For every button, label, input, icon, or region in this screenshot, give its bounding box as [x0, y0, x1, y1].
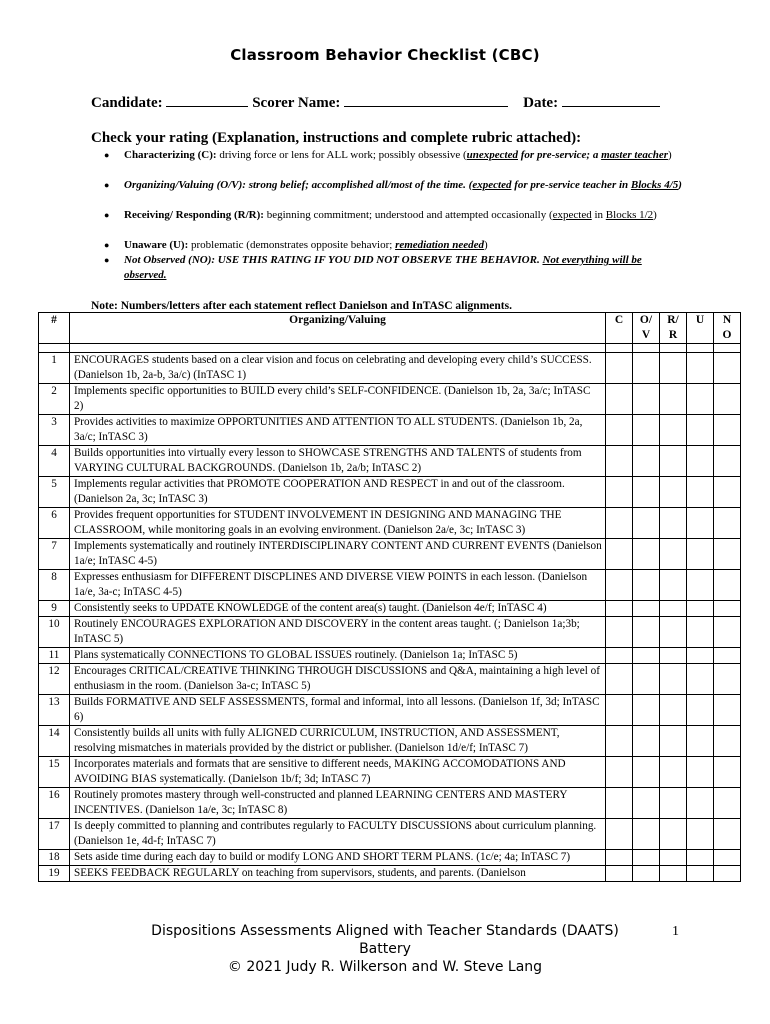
rating-cell-u[interactable]: [687, 477, 714, 508]
rating-cell-c[interactable]: [606, 446, 633, 477]
col-no-header: N O: [714, 313, 741, 344]
behavior-statement: Plans systematically CONNECTIONS TO GLOBAL ISSUES routinely. (Danielson 1a; InTASC 5): [70, 648, 606, 664]
header-spacer-row: [39, 344, 741, 353]
row-number: 18: [39, 850, 70, 866]
rating-cell-rr[interactable]: [660, 850, 687, 866]
bullet-icon: ●: [104, 255, 110, 265]
rating-cell-c[interactable]: [606, 648, 633, 664]
rating-cell-ov[interactable]: [633, 415, 660, 446]
rating-cell-u[interactable]: [687, 601, 714, 617]
rating-cell-no[interactable]: [714, 726, 741, 757]
behavior-statement: Provides activities to maximize OPPORTUNITIES AND ATTENTION TO ALL STUDENTS. (Danielson 1b, 2a, 3a/c; InTASC 3): [70, 415, 606, 446]
rating-cell-c[interactable]: [606, 415, 633, 446]
rating-cell-no[interactable]: [714, 788, 741, 819]
rating-cell-rr[interactable]: [660, 819, 687, 850]
rating-cell-ov[interactable]: [633, 570, 660, 601]
rating-cell-ov[interactable]: [633, 508, 660, 539]
rating-cell-c[interactable]: [606, 726, 633, 757]
rating-cell-rr[interactable]: [660, 415, 687, 446]
rating-cell-c[interactable]: [606, 570, 633, 601]
rating-cell-no[interactable]: [714, 570, 741, 601]
rating-cell-ov[interactable]: [633, 819, 660, 850]
behavior-statement: Builds FORMATIVE AND SELF ASSESSMENTS, formal and informal, into all lessons. (Danielson 1f, 3d; InTASC 6): [70, 695, 606, 726]
rating-cell-no[interactable]: [714, 819, 741, 850]
behavior-statement: ENCOURAGES students based on a clear vision and focus on celebrating and developing every child’s SUCCESS. (Danielson 1b, 2a-b, 3a/c) (InTASC 1): [70, 353, 606, 384]
rating-cell-u[interactable]: [687, 757, 714, 788]
row-number: 1: [39, 353, 70, 384]
candidate-label: Candidate:: [91, 95, 163, 111]
date-field[interactable]: [562, 94, 660, 107]
table-row: [39, 570, 741, 601]
row-number: 11: [39, 648, 70, 664]
bullet-icon: ●: [104, 210, 110, 220]
rating-cell-rr[interactable]: [660, 384, 687, 415]
checklist-rows: [39, 353, 741, 882]
rating-cell-ov[interactable]: [633, 850, 660, 866]
rating-cell-no[interactable]: [714, 446, 741, 477]
rating-cell-rr[interactable]: [660, 648, 687, 664]
candidate-field[interactable]: [166, 94, 248, 107]
col-ov-header: O/ V: [633, 313, 660, 344]
table-row: [39, 788, 741, 819]
rating-cell-u[interactable]: [687, 508, 714, 539]
rating-cell-no[interactable]: [714, 695, 741, 726]
row-number: 4: [39, 446, 70, 477]
rating-cell-rr[interactable]: [660, 726, 687, 757]
rating-cell-u[interactable]: [687, 850, 714, 866]
col-u-header: U: [687, 313, 714, 344]
row-number: 15: [39, 757, 70, 788]
row-number: 17: [39, 819, 70, 850]
rating-cell-u[interactable]: [687, 726, 714, 757]
table-row: [39, 726, 741, 757]
bullet-icon: ●: [104, 150, 110, 160]
rating-cell-u[interactable]: [687, 539, 714, 570]
document-title: Classroom Behavior Checklist (CBC): [230, 46, 540, 64]
rating-cell-no[interactable]: [714, 601, 741, 617]
rating-cell-no[interactable]: [714, 757, 741, 788]
rating-u: ● Unaware (U): problematic (demonstrates opposite behavior; remediation needed): [104, 239, 488, 251]
rating-cell-ov[interactable]: [633, 353, 660, 384]
num-header: #: [39, 313, 70, 344]
rating-cell-u[interactable]: [687, 415, 714, 446]
rating-cell-rr[interactable]: [660, 664, 687, 695]
row-number: 12: [39, 664, 70, 695]
row-number: 16: [39, 788, 70, 819]
rating-cell-u[interactable]: [687, 570, 714, 601]
rating-cell-ov[interactable]: [633, 477, 660, 508]
rating-cell-c[interactable]: [606, 384, 633, 415]
date-label: Date:: [523, 95, 559, 111]
rating-cell-c[interactable]: [606, 353, 633, 384]
rating-cell-ov[interactable]: [633, 866, 660, 882]
rating-cell-ov[interactable]: [633, 788, 660, 819]
rating-cell-rr[interactable]: [660, 353, 687, 384]
rating-cell-c[interactable]: [606, 601, 633, 617]
rating-cell-c[interactable]: [606, 508, 633, 539]
table-row: [39, 601, 741, 617]
rating-cell-no[interactable]: [714, 866, 741, 882]
behavior-statement: Builds opportunities into virtually every lesson to SHOWCASE STRENGTHS AND TALENTS of students from VARYING CULTURAL BACKGROUNDS. (Danielson 1b, 2a/b; InTASC 2): [70, 446, 606, 477]
rating-cell-ov[interactable]: [633, 446, 660, 477]
rating-cell-c[interactable]: [606, 664, 633, 695]
page-number: 1: [672, 924, 679, 939]
rating-cell-rr[interactable]: [660, 695, 687, 726]
row-number: 10: [39, 617, 70, 648]
table-row: [39, 866, 741, 882]
row-number: 6: [39, 508, 70, 539]
table-row: [39, 384, 741, 415]
behavior-statement: Encourages CRITICAL/CREATIVE THINKING THROUGH DISCUSSIONS and Q&A, maintaining a high level of enthusiasm in the room. (Danielson 3a-c; InTASC 5): [70, 664, 606, 695]
rating-cell-no[interactable]: [714, 648, 741, 664]
rating-cell-u[interactable]: [687, 446, 714, 477]
behavior-statement: Is deeply committed to planning and contributes regularly to FACULTY DISCUSSIONS about curriculum planning. (Danielson 1e, 4d-f; InTASC 7): [70, 819, 606, 850]
rating-cell-c[interactable]: [606, 477, 633, 508]
checklist-table: [38, 312, 741, 882]
table-row: [39, 648, 741, 664]
rating-cell-no[interactable]: [714, 415, 741, 446]
rating-cell-ov[interactable]: [633, 664, 660, 695]
table-row: [39, 508, 741, 539]
rating-cell-no[interactable]: [714, 664, 741, 695]
rating-cell-c[interactable]: [606, 819, 633, 850]
rating-cell-c[interactable]: [606, 539, 633, 570]
behavior-statement: Consistently builds all units with fully ALIGNED CURRICULUM, INSTRUCTION, AND ASSESSMENT, resolving mismatches in materials provided by the district or publisher. (Danielson 1d/e/f; InTASC 7): [70, 726, 606, 757]
behavior-statement: Expresses enthusiasm for DIFFERENT DISCPLINES AND DIVERSE VIEW POINTS in each lesson. (Danielson 1a/e, 3a-c; InTASC 4-5): [70, 570, 606, 601]
behavior-statement: Consistently seeks to UPDATE KNOWLEDGE of the content area(s) taught. (Danielson 4e/f; InTASC 4): [70, 601, 606, 617]
scorer-field[interactable]: [344, 94, 508, 107]
rating-cell-u[interactable]: [687, 384, 714, 415]
rating-cell-rr[interactable]: [660, 601, 687, 617]
table-row: [39, 757, 741, 788]
rating-cell-ov[interactable]: [633, 726, 660, 757]
rating-rr: ● Receiving/ Responding (R/R): beginning commitment; understood and attempted occasionally (expected in Blocks 1/2): [104, 209, 657, 221]
rating-cell-no[interactable]: [714, 477, 741, 508]
rating-cell-c[interactable]: [606, 850, 633, 866]
behavior-statement: Routinely ENCOURAGES EXPLORATION AND DISCOVERY in the content areas taught. (; Danielson 1a;3b; InTASC 5): [70, 617, 606, 648]
rating-cell-u[interactable]: [687, 788, 714, 819]
header-fields: [91, 94, 660, 112]
rating-cell-c[interactable]: [606, 866, 633, 882]
rating-c: ● Characterizing (C): driving force or lens for ALL work; possibly obsessive (unexpected for pre-service; a master teacher): [104, 149, 672, 161]
row-number: 13: [39, 695, 70, 726]
table-row: [39, 695, 741, 726]
table-row: [39, 446, 741, 477]
rating-cell-u[interactable]: [687, 353, 714, 384]
rating-cell-ov[interactable]: [633, 617, 660, 648]
rating-cell-u[interactable]: [687, 617, 714, 648]
rating-cell-rr[interactable]: [660, 757, 687, 788]
table-row: [39, 617, 741, 648]
behavior-statement: Incorporates materials and formats that are sensitive to different needs, MAKING ACCOMODATIONS AND AVOIDING BIAS systematically. (Danielson 1b/f; 3d; InTASC 7): [70, 757, 606, 788]
row-number: 2: [39, 384, 70, 415]
row-number: 19: [39, 866, 70, 882]
row-number: 7: [39, 539, 70, 570]
rating-cell-c[interactable]: [606, 757, 633, 788]
rating-cell-c[interactable]: [606, 788, 633, 819]
row-number: 14: [39, 726, 70, 757]
behavior-statement: Sets aside time during each day to build or modify LONG AND SHORT TERM PLANS. (1c/e; 4a; InTASC 7): [70, 850, 606, 866]
rating-cell-u[interactable]: [687, 648, 714, 664]
rating-cell-ov[interactable]: [633, 539, 660, 570]
rating-no: ● Not Observed (NO): USE THIS RATING IF YOU DID NOT OBSERVE THE BEHAVIOR. Not everything will be observed.: [104, 254, 642, 281]
section-header: Organizing/Valuing: [70, 313, 606, 344]
rating-cell-ov[interactable]: [633, 384, 660, 415]
table-row: [39, 539, 741, 570]
rating-cell-rr[interactable]: [660, 446, 687, 477]
col-rr-header: R/ R: [660, 313, 687, 344]
behavior-statement: Routinely promotes mastery through well-constructed and planned LEARNING CENTERS AND MASTERY INCENTIVES. (Danielson 1a/e, 3c; InTASC 8): [70, 788, 606, 819]
rating-cell-no[interactable]: [714, 384, 741, 415]
table-row: [39, 664, 741, 695]
table-row: [39, 819, 741, 850]
rating-cell-c[interactable]: [606, 617, 633, 648]
footer-copyright: © 2021 Judy R. Wilkerson and W. Steve Lang: [227, 959, 543, 975]
table-row: [39, 415, 741, 446]
table-row: [39, 850, 741, 866]
rating-cell-rr[interactable]: [660, 539, 687, 570]
row-number: 8: [39, 570, 70, 601]
table-row: [39, 477, 741, 508]
table-row: [39, 353, 741, 384]
table-header-row: [39, 313, 741, 344]
row-number: 9: [39, 601, 70, 617]
rating-cell-no[interactable]: [714, 539, 741, 570]
behavior-statement: Implements systematically and routinely INTERDISCIPLINARY CONTENT AND CURRENT EVENTS (Danielson 1a/e; InTASC 4-5): [70, 539, 606, 570]
rating-cell-ov[interactable]: [633, 648, 660, 664]
rating-cell-ov[interactable]: [633, 601, 660, 617]
rating-cell-ov[interactable]: [633, 757, 660, 788]
rating-cell-ov[interactable]: [633, 695, 660, 726]
rating-cell-no[interactable]: [714, 850, 741, 866]
rating-cell-rr[interactable]: [660, 570, 687, 601]
rating-cell-no[interactable]: [714, 617, 741, 648]
bullet-icon: ●: [104, 180, 110, 190]
rating-cell-u[interactable]: [687, 664, 714, 695]
footer-line-1: Dispositions Assessments Aligned with Teacher Standards (DAATS): [151, 923, 619, 939]
rating-cell-u[interactable]: [687, 866, 714, 882]
alignment-note: Note: Numbers/letters after each statement reflect Danielson and InTASC alignments.: [91, 300, 512, 312]
rating-cell-rr[interactable]: [660, 617, 687, 648]
rating-cell-rr[interactable]: [660, 508, 687, 539]
footer: [0, 922, 770, 976]
footer-line-2: Battery: [359, 941, 411, 957]
rating-cell-rr[interactable]: [660, 477, 687, 508]
rating-cell-u[interactable]: [687, 819, 714, 850]
col-c-header: C: [606, 313, 633, 344]
rating-cell-c[interactable]: [606, 695, 633, 726]
rating-cell-rr[interactable]: [660, 788, 687, 819]
rating-cell-no[interactable]: [714, 353, 741, 384]
bullet-icon: ●: [104, 240, 110, 250]
behavior-statement: Implements regular activities that PROMOTE COOPERATION AND RESPECT in and out of the classroom. (Danielson 2a, 3c; InTASC 3): [70, 477, 606, 508]
behavior-statement: Provides frequent opportunities for STUDENT INVOLVEMENT IN DESIGNING AND MANAGING THE CLASSROOM, while monitoring goals in an evolving environment. (Danielson 2a/e, 3c; InTASC 3): [70, 508, 606, 539]
behavior-statement: Implements specific opportunities to BUILD every child’s SELF-CONFIDENCE. (Danielson 1b, 2a, 3a/c; InTASC 2): [70, 384, 606, 415]
row-number: 5: [39, 477, 70, 508]
check-heading: Check your rating (Explanation, instructions and complete rubric attached):: [91, 130, 582, 146]
rating-cell-no[interactable]: [714, 508, 741, 539]
row-number: 3: [39, 415, 70, 446]
rating-legend: [104, 148, 684, 283]
scorer-label: Scorer Name:: [252, 95, 341, 111]
rating-ov: ● Organizing/Valuing (O/V): strong belief; accomplished all/most of the time. (expected for pre-service teacher in Blocks 4/5): [104, 179, 682, 191]
behavior-statement: SEEKS FEEDBACK REGULARLY on teaching from supervisors, students, and parents. (Danielson: [70, 866, 606, 882]
rating-cell-u[interactable]: [687, 695, 714, 726]
rating-cell-rr[interactable]: [660, 866, 687, 882]
